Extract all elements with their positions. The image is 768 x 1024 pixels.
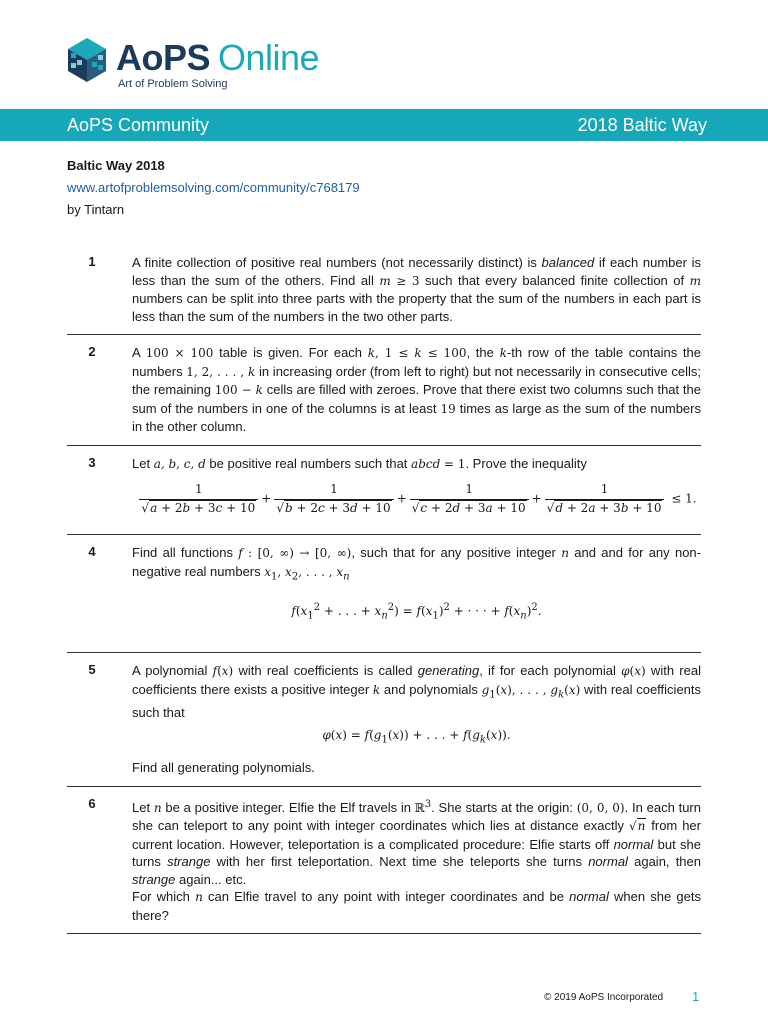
- contest-label: 2018 Baltic Way: [577, 115, 707, 135]
- logo-tagline: Art of Problem Solving: [118, 78, 228, 90]
- problem-text: Find all functions f : [0, ∞) → [0, ∞), such that for any positive integer n and and for any non-negative real numbers $x_1$, $x_2$, . . . , $x_n$ $f(x_1^2$ + . . . + $x_n^2) = f(x_1)^2$ + · · · + $f(x_n)^2$.: [132, 535, 701, 652]
- header-bar: [0, 109, 768, 141]
- problem-6: [67, 787, 701, 935]
- contest-title: Baltic Way 2018: [67, 158, 165, 173]
- author: by Tintarn: [67, 202, 125, 217]
- inequality: $\frac{1}{√a + 2b + 3c + 10}$ + $\frac{1}{√b + 2c + 3d + 10}$ + $\frac{1}{√c + 2d + 3a + 10}$ + $\frac{1}{√d + 2a + 3b + 10}$ ≤ 1.: [141, 482, 697, 515]
- logo-product: Online: [218, 37, 320, 78]
- problem-number: 6: [88, 795, 96, 811]
- functional-equation: $f(x_1^2$ + . . . + $x_n^2) = f(x_1)^2$ + · · · + $f(x_n)^2$.: [291, 602, 542, 622]
- logo-title: [116, 38, 319, 78]
- problem-text: Let n be a positive integer. Elfie the Elf travels in ℝ$^3$. She starts at the origin: (0, 0, 0). In each turn she can teleport to any point with integer coordinates which lies at distance exactly √n from her current location. However, teleportation is a complicated procedure: Elfie starts off normal but she turns strange with her first teleportation. Next time she teleports she turns normal again, then strange again... etc. For which n can Elfie travel to any point with integer coordinates and be normal when she gets there?: [132, 798, 701, 923]
- logo-brand: AoPS: [116, 37, 211, 78]
- problem-text: A finite collection of positive real numbers (not necessarily distinct) is balanced if each number is less than the sum of the others. Find all m ≥ 3 such that every balanced finite collection of m numbers can be split into three parts with the property that the sum of the numbers in each part is less than the sum of the numbers in the two other parts.: [132, 255, 701, 324]
- problem-text: A 100 × 100 table is given. For each k, 1 ≤ k ≤ 100, the k-th row of the table contains the numbers 1, 2, . . . , k in increasing order (from left to right) but not necessarily in consecutive cells; the remaining 100 − k cells are filled with zeroes. Prove that there exist two columns such that the sum of the numbers in one of the columns is at least 19 times as large as the sum of the numbers in the other column.: [132, 345, 701, 434]
- page-number: 1: [692, 989, 700, 1004]
- problem-text: A polynomial f(x) with real coefficients is called generating, if for each polynomial φ(x) with real coefficients there exists a positive integer k and polynomials $g_1(x)$, . . . , $g_k(x)$ with real coefficients such that $\varphi(x) = f(g_1(x))$ + . . . + $f(g_k(x))$. Find all generating polynomials.: [132, 663, 702, 776]
- problem-5: [67, 653, 701, 786]
- generating-identity: $\varphi(x) = f(g_1(x))$ + . . . + $f(g_k(x))$.: [322, 728, 511, 746]
- problem-number: 1: [88, 254, 96, 269]
- problem-number: 4: [88, 544, 96, 559]
- problem-text: Let a, b, c, d be positive real numbers such that abcd = 1. Prove the inequality $\frac{1}{√a + 2b + 3c + 10}$ + $\frac{1}{√b + 2c + 3d + 10}$ + $\frac{1}{√c + 2d + 3a + 10}$ + $\frac{1}{√d + 2a + 3b + 10}$ ≤ 1.: [132, 446, 701, 535]
- community-label[interactable]: AoPS Community: [67, 115, 210, 135]
- problem-2: [67, 335, 701, 446]
- problem-number: 5: [88, 662, 96, 678]
- cube-logo-icon: [66, 36, 108, 84]
- community-link[interactable]: www.artofproblemsolving.com/community/c768179: [67, 180, 360, 195]
- problem-4: [67, 535, 701, 653]
- aops-logo[interactable]: [66, 36, 366, 96]
- problem-number: 3: [88, 454, 96, 470]
- problem-number: 2: [88, 344, 96, 359]
- copyright: © 2019 AoPS Incorporated: [544, 992, 664, 1003]
- contest-meta: [67, 155, 360, 221]
- problem-1: [67, 245, 701, 335]
- problem-list: [67, 245, 701, 934]
- problem-3: [67, 446, 701, 536]
